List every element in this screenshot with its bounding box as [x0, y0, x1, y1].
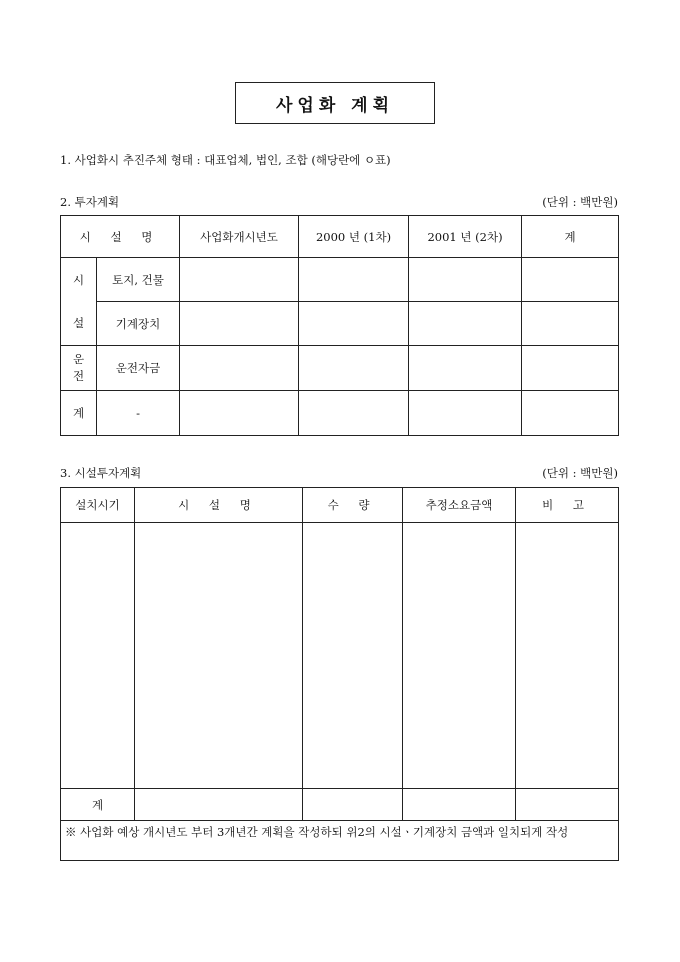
header-year-2000: 2000 년 (1차)	[299, 216, 409, 258]
note-row	[61, 821, 619, 861]
investment-plan-table	[60, 215, 619, 436]
table-cell[interactable]	[180, 346, 299, 391]
section2-unit: (단위 : 백만원)	[542, 195, 618, 209]
table-cell[interactable]	[522, 391, 619, 436]
note-text: ※ 사업화 예상 개시년도 부터 3개년간 계획을 작성하되 위2의 시설ㆍ기계장치 금액과 일치되게 작성	[61, 821, 619, 861]
table-cell[interactable]	[516, 523, 619, 789]
table-cell[interactable]	[403, 523, 516, 789]
table-cell[interactable]	[299, 346, 409, 391]
table-cell[interactable]	[522, 346, 619, 391]
total-label: 계	[61, 789, 135, 821]
row-item-label: 운전자금	[97, 346, 180, 391]
row-item-label: 기계장치	[97, 302, 180, 346]
table-cell[interactable]	[303, 523, 403, 789]
table-cell[interactable]	[522, 302, 619, 346]
table-cell[interactable]	[409, 258, 522, 302]
section3-unit: (단위 : 백만원)	[542, 466, 618, 480]
table-cell[interactable]	[403, 789, 516, 821]
table-cell[interactable]	[522, 258, 619, 302]
header-install-period: 설치시기	[61, 488, 135, 523]
row-group-label: 설	[61, 302, 97, 346]
header-quantity: 수 량	[303, 488, 403, 523]
table-row	[61, 523, 619, 789]
header-remarks: 비 고	[516, 488, 619, 523]
header-year-2001: 2001 년 (2차)	[409, 216, 522, 258]
table-total-row	[61, 789, 619, 821]
row-group-label: 계	[61, 391, 97, 436]
header-facility-name: 시 설 명	[135, 488, 303, 523]
table-cell[interactable]	[135, 789, 303, 821]
header-estimated-cost: 추정소요금액	[403, 488, 516, 523]
table-cell[interactable]	[61, 523, 135, 789]
table-header-row	[61, 488, 619, 523]
table-cell[interactable]	[135, 523, 303, 789]
table-cell[interactable]	[299, 302, 409, 346]
row-item-label: 토지, 건물	[97, 258, 180, 302]
facility-investment-table	[60, 487, 619, 861]
table-cell[interactable]	[303, 789, 403, 821]
table-cell[interactable]	[409, 346, 522, 391]
table-row	[61, 346, 619, 391]
table-cell[interactable]	[299, 391, 409, 436]
table-cell[interactable]	[409, 391, 522, 436]
header-facility-name: 시 설 명	[61, 216, 180, 258]
section3-heading: 3. 시설투자계획	[60, 466, 142, 480]
row-item-label: -	[97, 391, 180, 436]
header-start-year: 사업화개시년도	[180, 216, 299, 258]
page-title: 사업화 계획	[235, 82, 435, 124]
table-header-row	[61, 216, 619, 258]
table-cell[interactable]	[180, 391, 299, 436]
header-total: 계	[522, 216, 619, 258]
table-row	[61, 391, 619, 436]
section1-text: 1. 사업화시 추진주체 형태 : 대표업체, 법인, 조합 (해당란에 ㅇ표)	[60, 153, 391, 167]
table-row	[61, 302, 619, 346]
table-cell[interactable]	[409, 302, 522, 346]
table-cell[interactable]	[299, 258, 409, 302]
table-row	[61, 258, 619, 302]
section2-heading: 2. 투자계획	[60, 195, 120, 209]
row-group-label: 운 전	[61, 346, 97, 391]
table-cell[interactable]	[180, 258, 299, 302]
table-cell[interactable]	[180, 302, 299, 346]
row-group-label: 시	[61, 258, 97, 302]
table-cell[interactable]	[516, 789, 619, 821]
